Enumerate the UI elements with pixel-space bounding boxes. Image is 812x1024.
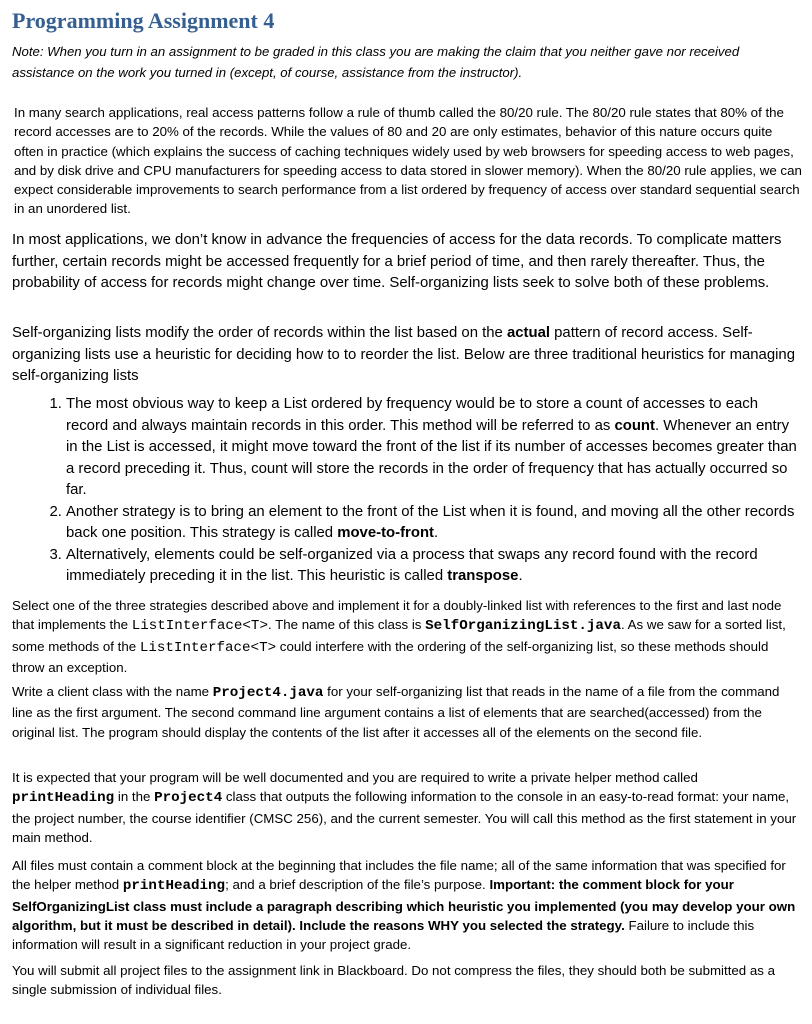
code-print-heading: printHeading	[12, 790, 115, 807]
intro-paragraph: In many search applications, real access patterns follow a rule of thumb called the 80/20 rule. The 80/20 rule states that 80% of the record accesses are to 20% of the records. While the values of 80 and 20 are only estimates, behavior of this nature occurs quite often in practice (which explains the success of caching techniques widely used by web browsers for speeding access to web pages, and by disk drive and CPU manufacturers for speeding access to data stored in slower memory). When the 80/20 rule applies, we can expect considerable improvements to search performance from a list ordered by frequency of access over standard sequential search in an unordered list.	[14, 105, 802, 217]
page-title: Programming Assignment 4	[12, 8, 275, 33]
text-span: for your self-organizing list that reads in the name of a file from the command line as the first argument. The second command line argument contains a list of elements that are searched(accessed) from the original list. The program should display the contents of the list after it accesses all of the elements on the second file.	[12, 684, 780, 740]
code-project4-file: Project4.java	[212, 685, 324, 701]
submission-paragraph: You will submit all project files to the assignment link in Blackboard. Do not compress the files, they should both be submitted as a single submission of individual files.	[12, 963, 775, 998]
text-span: Self-organizing lists modify the order of records within the list based on the	[12, 325, 507, 341]
text-span: Write a client class with the name	[12, 684, 213, 699]
text-span: in the	[114, 789, 155, 805]
bold-term-move-to-front: move-to-front	[337, 525, 434, 541]
comment-block-paragraph	[12, 856, 802, 954]
bold-term-count: count	[614, 417, 655, 434]
list-item	[66, 394, 802, 502]
text-span: . As we saw for a sorted list, some methods of the	[12, 617, 786, 654]
text-span: . The name of this class is	[267, 617, 426, 633]
bold-term-actual: actual	[506, 325, 550, 341]
text-span: Another strategy is to bring an element to the front of the List when it is found, and moving all the other records back one position. This strategy is called	[66, 503, 795, 541]
text-span: .	[434, 525, 439, 541]
code-list-interface: ListInterface<T>	[131, 618, 268, 635]
text-span: ; and a brief description of the file’s purpose.	[225, 877, 490, 893]
heuristics-list	[12, 394, 802, 588]
text-span: .	[518, 568, 523, 584]
honor-note: Note: When you turn in an assignment to be graded in this class you are making the claim that you neither gave nor received assistance on the work you turned in (except, of course, assistance from the instructor).	[12, 44, 740, 80]
frequencies-paragraph: In most applications, we don’t know in advance the frequencies of access for the data records. To complicate matters further, certain records might be accessed frequently for a brief period of time, and then rarely thereafter. Thus, the probability of access for records might change over time. Self-organizing lists seek to solve both of these problems.	[12, 232, 782, 291]
documentation-paragraph	[12, 768, 802, 847]
text-span: pattern of record access. Self-organizing lists use a heuristic for deciding how to to reorder the list. Below are three traditional heuristics for managing self-organizing lists	[12, 325, 795, 384]
text-span: All files must contain a comment block at the beginning that includes the file name; all of the same information that was specified for the helper method	[12, 858, 786, 893]
self-organizing-paragraph	[12, 323, 802, 388]
text-span: Alternatively, elements could be self-organized via a process that swaps any record found with the record immediately preceding it in the list. This heuristic is called	[66, 546, 758, 584]
text-span: class that outputs the following information to the console in an easy-to-read format: your name, the project number, the course identifier (CMSC 256), and the current semester. You will call this method as the first statement in your main method.	[12, 789, 797, 845]
implementation-paragraph	[12, 596, 802, 677]
important-notice: Important: the comment block for your SelfOrganizingList class must include a paragraph describing which heuristic you implemented (you may develop your own algorithm, but it must be described in detail). Include the reasons WHY you selected the strategy.	[12, 877, 796, 933]
code-print-heading: printHeading	[122, 878, 226, 895]
list-item	[66, 545, 802, 588]
text-span: It is expected that your program will be well documented and you are required to write a private helper method called	[12, 770, 698, 785]
text-span: The most obvious way to keep a List ordered by frequency would be to store a count of accesses to each record and always maintain records in this order. This method will be referred to as	[66, 396, 758, 434]
code-project4-class: Project4	[154, 790, 223, 807]
text-span: could interfere with the ordering of the self-organizing list, so these methods should throw an exception.	[12, 638, 769, 675]
text-span: Failure to include this information will result in a significant reduction in your project grade.	[12, 917, 755, 953]
text-span: Select one of the three strategies described above and implement it for a doubly-linked list with references to the first and last node that implements the	[12, 598, 782, 633]
client-class-paragraph	[12, 682, 802, 742]
text-span: . Whenever an entry in the List is accessed, it might move toward the front of the list if its number of accesses becomes greater than a record preceding it. Thus, count will store the records in the order of frequency that has actually occurred so far.	[66, 417, 797, 498]
bold-term-transpose: transpose	[447, 568, 519, 584]
code-class-name: SelfOrganizingList.java	[425, 618, 621, 635]
list-item	[66, 502, 802, 545]
code-list-interface: ListInterface<T>	[139, 639, 277, 656]
